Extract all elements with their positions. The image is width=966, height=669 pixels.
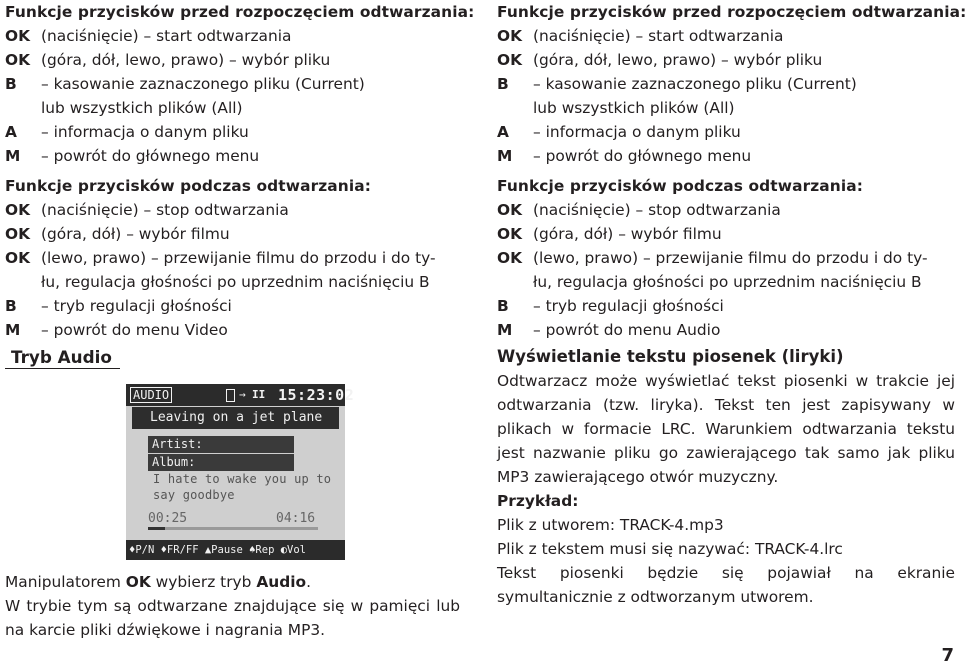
lyric-line-2: say goodbye: [153, 488, 235, 502]
button-function-row: lub wszystkich plików (All): [533, 99, 735, 117]
button-function-text: – informacja o danym pliku: [533, 123, 741, 141]
button-function-text: (góra, dół, lewo, prawo) – wybór pliku: [41, 51, 331, 69]
right-column: [497, 0, 966, 609]
button-function-text: – powrót do głównego menu: [41, 147, 260, 165]
button-function-row: [497, 24, 955, 48]
button-function-row: lub wszystkich plików (All): [41, 99, 243, 117]
progress-bar: [148, 527, 318, 530]
screen-mode-label: AUDIO: [130, 387, 172, 403]
button-key: OK: [497, 249, 523, 267]
button-function-row: [497, 144, 955, 168]
button-key: B: [497, 75, 509, 93]
before-playback-title: Funkcje przycisków przed rozpoczęciem odtwarzania:: [5, 3, 475, 21]
button-function-text: – powrót do menu Audio: [533, 321, 721, 339]
player-screen-image: [126, 384, 355, 560]
example-line-1: Plik z utworem: TRACK-4.mp3: [497, 516, 724, 534]
button-key: OK: [497, 201, 523, 219]
audio-mode-description: W trybie tym są odtwarzane znajdujące się w pamięci lub na karcie pliki dźwiękowe i nagrania MP3.: [5, 597, 460, 639]
before-playback-list-right: [497, 24, 955, 168]
button-function-row: [497, 72, 955, 96]
button-key: M: [497, 321, 513, 339]
before-playback-list: [5, 24, 460, 168]
button-key: OK: [497, 27, 523, 45]
battery-icon: [226, 389, 235, 402]
example-line-2: Plik z tekstem musi się nazywać: TRACK-4.lrc: [497, 540, 843, 558]
screen-status-bar: [126, 384, 355, 406]
button-key: B: [5, 297, 17, 315]
button-key: OK: [497, 51, 523, 69]
album-field: Album:: [148, 454, 294, 471]
screen-controls-bar: [126, 540, 345, 560]
button-key: OK: [5, 201, 31, 219]
button-function-row: [497, 294, 955, 318]
button-function-text: – tryb regulacji głośności: [533, 297, 724, 315]
button-function-text: (lewo, prawo) – przewijanie filmu do przodu i do ty-: [41, 249, 436, 267]
button-function-text: (góra, dół) – wybór filmu: [533, 225, 722, 243]
during-playback-title: Funkcje przycisków podczas odtwarzania:: [5, 177, 371, 195]
page-number: 7: [941, 645, 954, 666]
artist-field: Artist:: [148, 436, 294, 453]
elapsed-time: 00:25: [148, 511, 188, 526]
button-key: OK: [5, 51, 31, 69]
button-function-row: [5, 294, 460, 318]
button-function-row: [5, 144, 460, 168]
button-key: M: [5, 147, 21, 165]
controls-legend: ♦P/N ♦FR/FF ▲Pause ♠Rep ◐Vol: [129, 544, 307, 556]
button-function-text: – powrót do głównego menu: [533, 147, 752, 165]
lyrics-description: Odtwarzacz może wyświetlać tekst piosenki w trakcie jej odtwarzania (tzw. liryka). Tekst ten jest zapisywany w plikach w formacie LRC. Warunkiem odtwarzania tekstu jest nazwanie pliku go zawierającego tak samo jak pliku MP3 zawierającego otwór muzyczny.: [497, 372, 955, 486]
button-key: OK: [497, 225, 523, 243]
button-function-row: [497, 48, 955, 72]
total-time: 04:16: [276, 511, 316, 526]
song-title: Leaving on a jet plane: [132, 407, 339, 429]
pause-icon: II: [252, 388, 266, 401]
progress-fill: [148, 527, 165, 530]
button-function-row: [5, 246, 460, 270]
audio-mode-caption: Manipulatorem OK wybierz tryb Audio.: [5, 573, 311, 591]
button-function-text: (naciśnięcie) – start odtwarzania: [41, 27, 292, 45]
button-function-row: [497, 222, 955, 246]
button-key: OK: [5, 225, 31, 243]
button-function-row: [5, 72, 460, 96]
lyric-line-1: I hate to wake you up to: [153, 472, 332, 486]
button-function-text: (naciśnięcie) – start odtwarzania: [533, 27, 784, 45]
button-function-text: – informacja o danym pliku: [41, 123, 249, 141]
audio-mode-heading: Tryb Audio: [5, 346, 120, 369]
button-function-row: łu, regulacja głośności po uprzednim naciśnięciu B: [533, 273, 922, 291]
before-playback-title-right: Funkcje przycisków przed rozpoczęciem odtwarzania:: [497, 3, 966, 21]
button-function-row: [5, 198, 460, 222]
button-function-row: [5, 318, 460, 342]
button-key: B: [5, 75, 17, 93]
button-function-text: (naciśnięcie) – stop odtwarzania: [41, 201, 289, 219]
button-function-text: (góra, dół, lewo, prawo) – wybór pliku: [533, 51, 823, 69]
button-function-row: [497, 120, 955, 144]
arrow-icon: →: [239, 388, 246, 401]
example-label: Przykład:: [497, 492, 579, 510]
button-key: B: [497, 297, 509, 315]
button-function-text: – kasowanie zaznaczonego pliku (Current): [533, 75, 857, 93]
button-function-text: – kasowanie zaznaczonego pliku (Current): [41, 75, 365, 93]
button-key: M: [497, 147, 513, 165]
button-key: A: [5, 123, 17, 141]
button-function-row: [497, 246, 955, 270]
during-playback-list-right: [497, 198, 955, 342]
button-key: OK: [5, 249, 31, 267]
button-function-row: [5, 222, 460, 246]
button-function-text: (naciśnięcie) – stop odtwarzania: [533, 201, 781, 219]
button-function-text: – tryb regulacji głośności: [41, 297, 232, 315]
button-function-text: (góra, dół) – wybór filmu: [41, 225, 230, 243]
lyrics-closing: Tekst piosenki będzie się pojawiał na ekranie symultanicznie z odtworzanym utworem.: [497, 564, 955, 606]
button-function-row: [497, 318, 955, 342]
button-function-row: [5, 48, 460, 72]
button-function-row: [5, 24, 460, 48]
lyrics-heading: Wyświetlanie tekstu piosenek (liryki): [497, 347, 844, 366]
button-function-text: – powrót do menu Video: [41, 321, 228, 339]
button-function-text: (lewo, prawo) – przewijanie filmu do przodu i do ty-: [533, 249, 928, 267]
button-key: M: [5, 321, 21, 339]
button-function-row: [5, 120, 460, 144]
button-function-row: łu, regulacja głośności po uprzednim naciśnięciu B: [41, 273, 430, 291]
button-key: A: [497, 123, 509, 141]
button-key: OK: [5, 27, 31, 45]
during-playback-title-right: Funkcje przycisków podczas odtwarzania:: [497, 177, 863, 195]
screen-clock: 15:23:02: [278, 386, 355, 404]
during-playback-list: [5, 198, 460, 342]
button-function-row: [497, 198, 955, 222]
